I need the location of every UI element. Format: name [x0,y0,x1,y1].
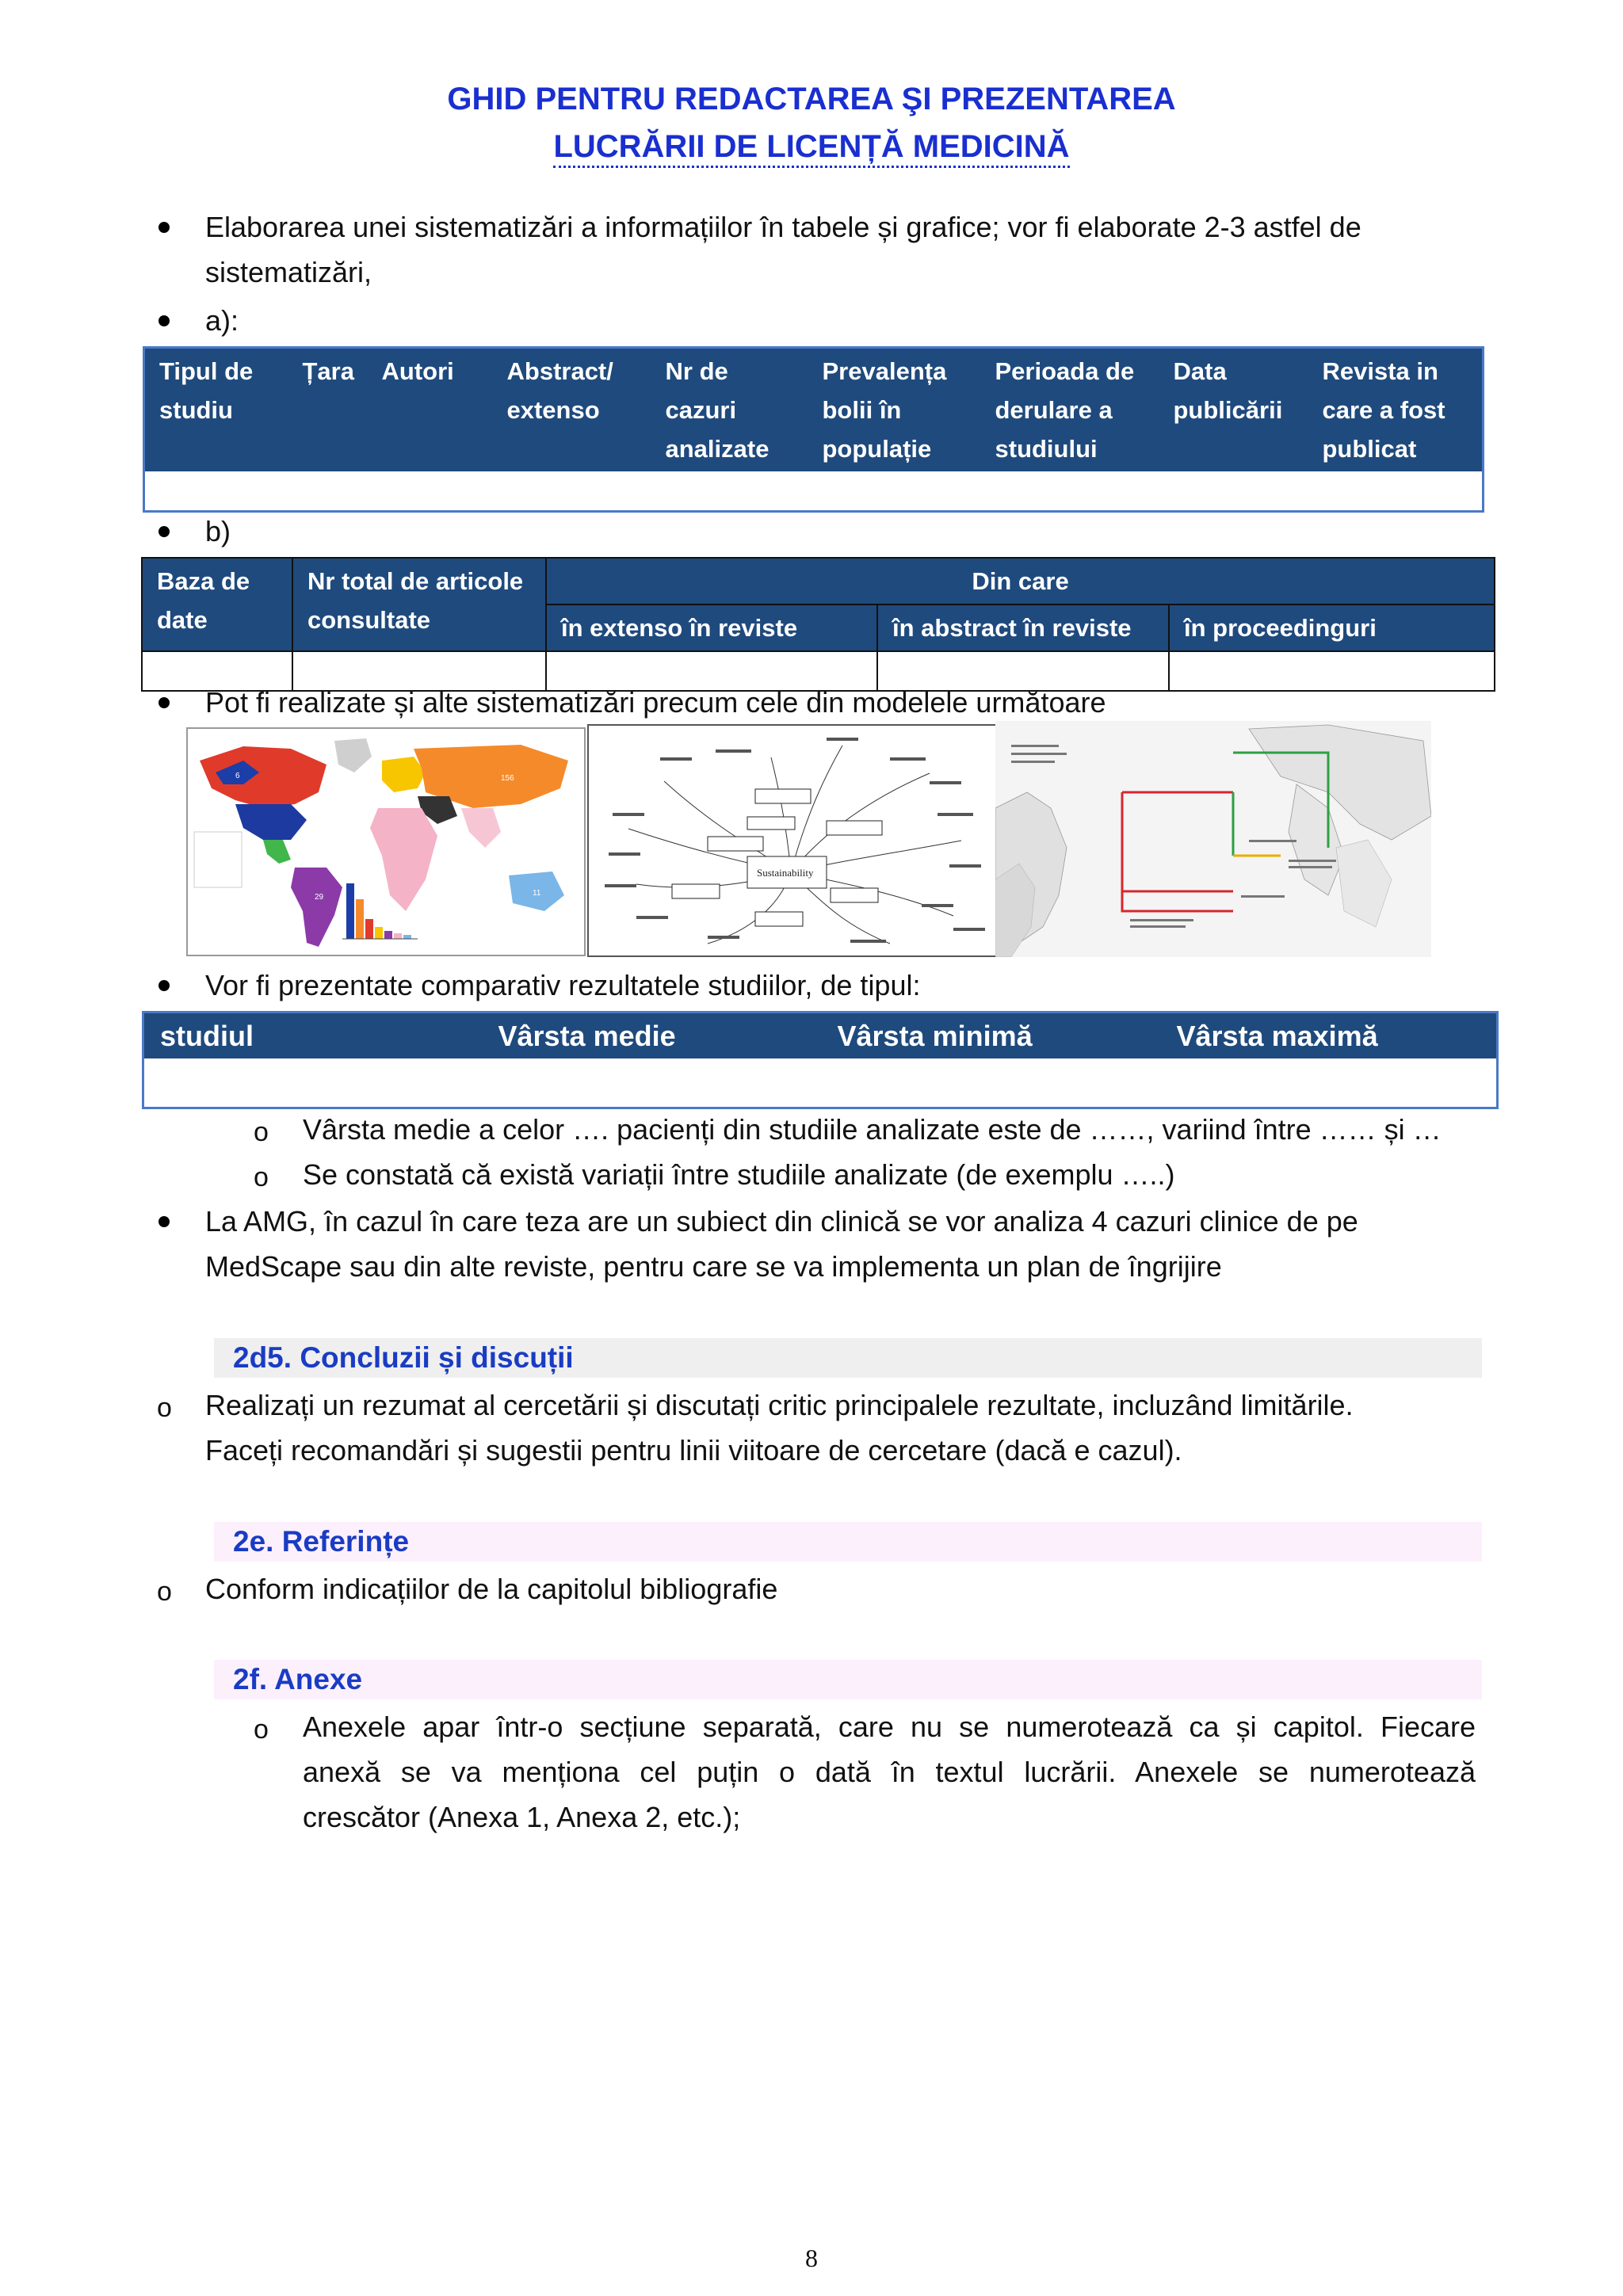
table-c-header-study: studiul [143,1013,483,1059]
section-heading-references [214,1522,1482,1562]
bullet-1-line2: sistematizări, [205,256,372,288]
bullet-5-line1: La AMG, în cazul în care teza are un subiect din clinică se vor analiza 4 cazuri clinice de pe [205,1205,1358,1238]
bullet-a-label: a): [205,304,239,337]
table-b [141,557,1495,692]
doc-title-line2 [0,129,1623,165]
sub-bullet-2: Se constată că există variații între studiile analizate (de exemplu …..) [303,1158,1175,1191]
section-heading-conclusions-text: 2d5. Concluzii și discuții [233,1341,574,1374]
table-a-header-abstract: Abstract/ extenso [493,348,651,472]
table-b-sub-extenso: în extenso în reviste [546,605,877,651]
doc-title-line1: GHID PENTRU REDACTAREA ŞI PREZENTAREA [447,82,1176,116]
table-c [142,1011,1499,1109]
bullet-dot [158,1216,170,1227]
bullet-4-text: Vor fi prezentate comparativ rezultatele studiilor, de tipul: [205,969,921,1001]
map-label: 6 [235,772,240,780]
conclusions-line1: Realizați un rezumat al cercetării și discutați critic principalele rezultate, incluzând limitările. [205,1389,1354,1421]
table-b-sub-proceedings: în proceedinguri [1169,605,1495,651]
page-number: 8 [805,2244,818,2272]
bullet-dot [158,526,170,537]
table-a-header-authors: Autori [374,348,493,472]
table-a-header-country: Țara [295,348,374,472]
table-a-header-journal: Revista in care a fost publicat [1308,348,1484,472]
world-map-image [186,727,586,956]
references-line1: Conform indicațiilor de la capitolul bibliografie [205,1573,778,1605]
flow-map-svg [995,721,1431,957]
mind-map-image [587,724,997,957]
table-a-header-study-type: Tipul de studiu [144,348,295,472]
flow-map-image [995,721,1431,957]
table-c-header-min-age: Vârsta minimă [822,1013,1161,1059]
annexes-line2: anexă se va menționa cel puțin o dată în textul lucrării. Anexele se numerotează [303,1756,1476,1788]
bullet-1-line1: Elaborarea unei sistematizări a informațiilor în tabele și grafice; vor fi elaborate 2-3 astfel de [205,211,1361,243]
circle-bullet: o [157,1393,172,1423]
table-c-header-max-age: Vârsta maximă [1161,1013,1498,1059]
bullet-dot [158,222,170,233]
table-b-header-total: Nr total de articole consultate [292,558,546,651]
mind-map-svg [589,726,995,955]
table-c-empty-row [143,1058,1498,1108]
bullet-dot [158,980,170,991]
section-heading-annexes-text: 2f. Anexe [233,1663,363,1695]
table-b-header-database: Baza de date [142,558,292,651]
table-a-header-period: Perioada de derulare a studiului [981,348,1159,472]
circle-bullet: o [254,1714,269,1745]
world-map-svg [188,729,584,955]
circle-bullet: o [254,1117,269,1147]
table-b-sub-abstract: în abstract în reviste [877,605,1169,651]
mind-map-center-label: Sustainability [757,867,814,879]
table-b-header-group: Din care [546,558,1495,605]
sub-bullet-1: Vârsta medie a celor …. pacienți din studiile analizate este de ……, variind între …… și … [303,1113,1442,1146]
bullet-b-label: b) [205,515,231,547]
bullet-3-text: Pot fi realizate și alte sistematizări precum cele din modelele următoare [205,686,1106,719]
table-a-header-date: Data publicării [1159,348,1308,472]
section-heading-references-text: 2e. Referințe [233,1525,410,1558]
table-a-empty-row [144,471,1484,511]
map-legend [194,832,242,887]
map-label: 156 [501,774,514,783]
table-a-header-prevalence: Prevalența bolii în populație [808,348,981,472]
map-label: 11 [533,889,541,898]
bullet-dot [158,315,170,326]
table-a [143,346,1484,513]
section-heading-annexes [214,1660,1482,1699]
annexes-line1: Anexele apar într-o secțiune separată, care nu se numerotează ca și capitol. Fiecare [303,1711,1476,1743]
annexes-line3: crescător (Anexa 1, Anexa 2, etc.); [303,1801,741,1833]
map-label: 29 [315,893,324,902]
circle-bullet: o [157,1577,172,1607]
table-b-cell [1169,651,1495,691]
section-heading-conclusions [214,1338,1482,1378]
circle-bullet: o [254,1162,269,1192]
table-c-header-mean-age: Vârsta medie [483,1013,822,1059]
bullet-5-line2: MedScape sau din alte reviste, pentru care se va implementa un plan de îngrijire [205,1250,1222,1283]
conclusions-line2: Faceți recomandări și sugestii pentru linii viitoare de cercetare (dacă e cazul). [205,1434,1182,1466]
bullet-dot [158,697,170,708]
table-a-header-cases: Nr de cazuri analizate [651,348,808,472]
doc-title-line2-text: LUCRĂRII DE LICENȚĂ MEDICINĂ [553,129,1069,168]
